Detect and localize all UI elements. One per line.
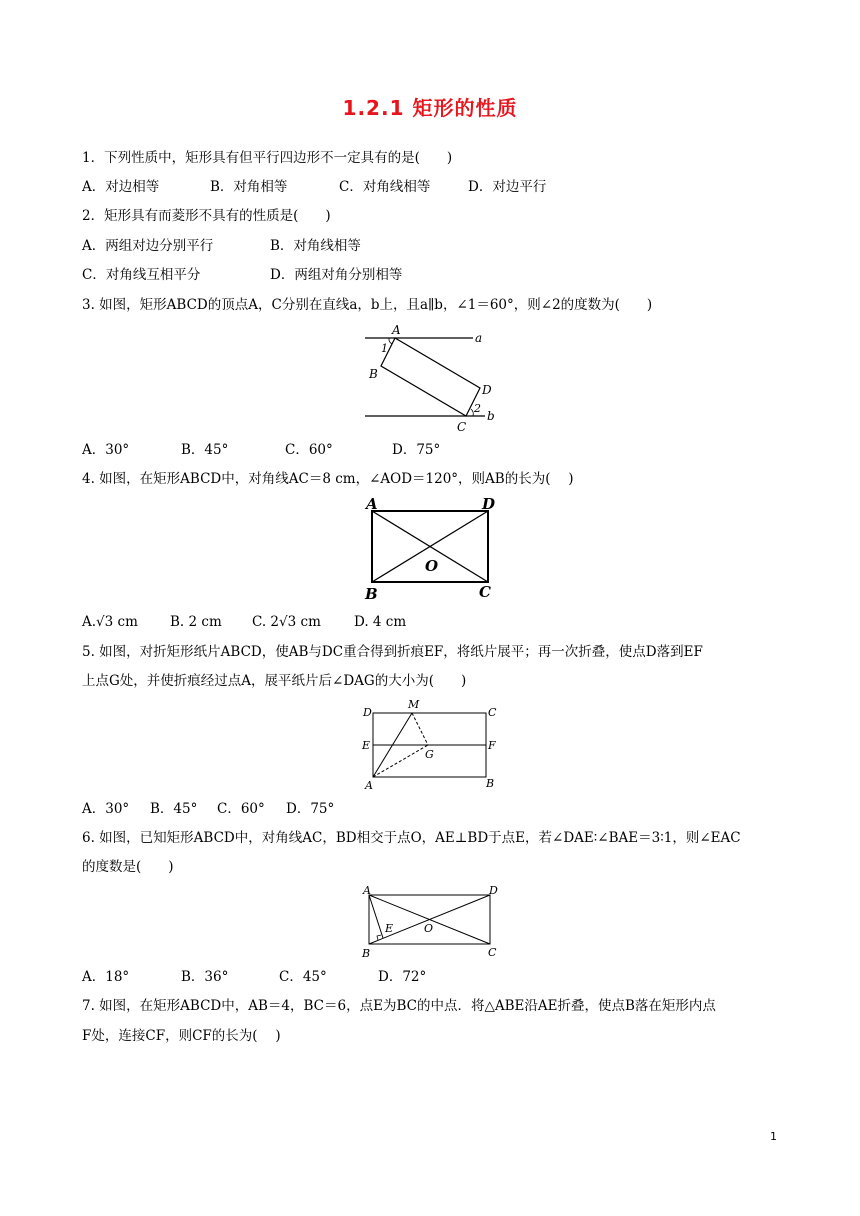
q3-label-A: A [392,323,401,337]
q4-label-A: A [366,495,378,513]
q6-option-b: B．36° [181,969,229,985]
q5-segment-mg [412,713,428,745]
q6-label-C: C [488,946,497,959]
q6-stem-line2: 的度数是( ) [82,859,174,875]
q3-label-D: D [482,383,492,397]
q4-label-O: O [425,557,439,575]
q4-option-d: D. 4 cm [354,614,407,630]
q5-label-B: B [486,777,495,790]
q3-option-b: B．45° [181,442,229,458]
q3-angle2-arc [471,409,473,416]
q4-option-a: A.√3 cm [82,614,138,630]
q3-option-c: C．60° [285,442,333,458]
q6-altitude-ae [369,895,383,938]
q3-option-a: A．30° [82,442,130,458]
q4-option-c: C. 2√3 cm [252,614,321,630]
q3-label-2: 2 [474,402,481,415]
q7-stem-line1: 7. 如图，在矩形ABCD中，AB＝4，BC＝6，点E为BC的中点．将△ABE沿AE折叠，使点B落在矩形内点 [82,998,716,1014]
q2-stem: 2．矩形具有而菱形不具有的性质是( ) [82,208,331,224]
q6-label-B: B [362,947,371,960]
q4-label-D: D [482,495,496,513]
q2-option-b: B．对角线相等 [270,238,361,254]
q6-option-d: D．72° [378,969,427,985]
q4-stem: 4. 如图，在矩形ABCD中，对角线AC＝8 cm，∠AOD＝120°，则AB的长为( ) [82,471,574,487]
q5-label-M: M [408,698,420,711]
q5-label-C: C [488,706,497,719]
q3-label-1: 1 [381,342,388,355]
q6-label-A: A [363,884,371,897]
q3-label-a: a [475,331,483,345]
page-number: 1 [770,1130,777,1143]
q3-label-b: b [487,409,495,423]
q5-figure [355,696,505,794]
page-title: 1.2.1 矩形的性质 [342,96,518,120]
q1-option-d: D．对边平行 [468,179,547,195]
q5-label-D: D [363,706,372,719]
q3-stem: 3. 如图，矩形ABCD的顶点A，C分别在直线a，b上，且a∥b，∠1＝60°，则∠2的度数为( ) [82,297,653,313]
q1-option-a: A．对边相等 [82,179,160,195]
q5-option-c: C．60° [217,801,265,817]
q2-option-d: D．两组对角分别相等 [270,267,403,283]
q5-stem-line2: 上点G处，并使折痕经过点A，展平纸片后∠DAG的大小为( ) [82,673,467,689]
q5-label-E: E [362,739,371,752]
q5-segment-ag [373,745,428,777]
q4-figure [360,494,510,604]
q5-stem-line1: 5. 如图，对折矩形纸片ABCD，使AB与DC重合得到折痕EF，将纸片展平；再一次折叠，使点D落到EF [82,644,703,660]
q5-label-G: G [425,748,434,761]
q5-option-a: A．30° [82,801,130,817]
q1-option-c: C．对角线相等 [339,179,431,195]
q5-option-b: B．45° [150,801,198,817]
q3-figure [355,320,505,435]
q6-label-E: E [385,922,394,935]
q3-label-B: B [369,367,378,381]
q5-label-F: F [488,739,496,752]
q3-option-d: D．75° [392,442,441,458]
q2-option-c: C．对角线互相平分 [82,267,201,283]
q6-label-O: O [424,922,434,935]
q2-option-a: A．两组对边分别平行 [82,238,214,254]
q5-option-d: D．75° [286,801,335,817]
q6-stem-line1: 6. 如图，已知矩形ABCD中，对角线AC，BD相交于点O，AE⊥BD于点E，若∠DAE∶∠BAE＝3∶1，则∠EAC [82,830,741,846]
q6-option-c: C．45° [279,969,327,985]
q4-option-b: B. 2 cm [170,614,222,630]
q4-label-C: C [479,583,491,601]
q1-stem: 1．下列性质中，矩形具有但平行四边形不一定具有的是( ) [82,150,453,166]
q6-label-D: D [489,884,498,897]
q3-angle1-arc [389,338,392,344]
q6-figure [355,880,505,962]
q1-option-b: B．对角相等 [210,179,288,195]
q3-label-C: C [457,420,467,434]
q3-rectangle [381,338,480,416]
q4-label-B: B [365,585,378,603]
q5-label-A: A [365,779,373,792]
q7-stem-line2: F处，连接CF，则CF的长为( ) [82,1028,281,1044]
q6-option-a: A．18° [82,969,130,985]
